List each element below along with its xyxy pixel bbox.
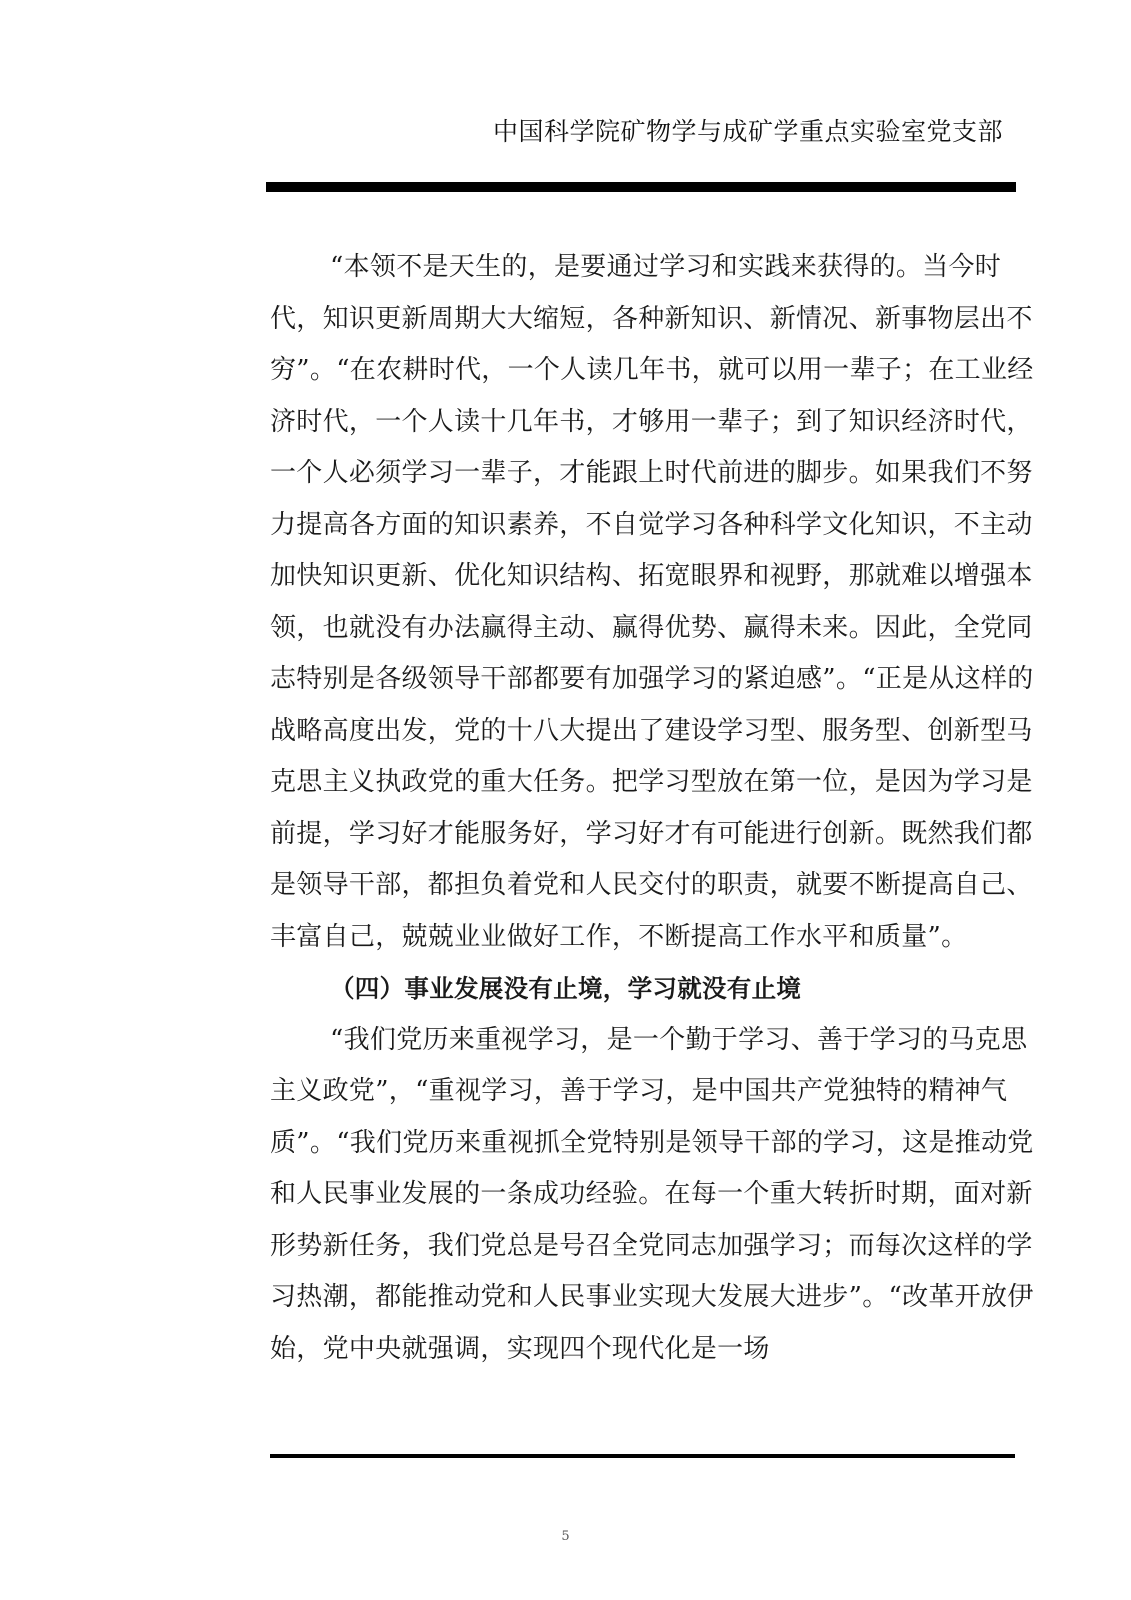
document-body: [270, 242, 1036, 1375]
footer-divider: [270, 1454, 1015, 1458]
paragraph-1: “本领不是天生的，是要通过学习和实践来获得的。当今时代，知识更新周期大大缩短，各种新知识、新情况、新事物层出不穷”。“在农耕时代，一个人读几年书，就可以用一辈子；在工业经济时代，一个人读十几年书，才够用一辈子；到了知识经济时代，一个人必须学习一辈子，才能跟上时代前进的脚步。如果我们不努力提高各方面的知识素养，不自觉学习各种科学文化知识，不主动加快知识更新、优化知识结构、拓宽眼界和视野，那就难以增强本领，也就没有办法赢得主动、赢得优势、赢得未来。因此，全党同志特别是各级领导干部都要有加强学习的紧迫感”。“正是从这样的战略高度出发，党的十八大提出了建设学习型、服务型、创新型马克思主义执政党的重大任务。把学习型放在第一位，是因为学习是前提，学习好才能服务好，学习好才有可能进行创新。既然我们都是领导干部，都担负着党和人民交付的职责，就要不断提高自己、丰富自己，兢兢业业做好工作，不断提高工作水平和质量”。: [270, 252, 1034, 952]
section-heading: （四）事业发展没有止境，学习就没有止境: [330, 974, 802, 1003]
paragraph-2: “我们党历来重视学习，是一个勤于学习、善于学习的马克思主义政党”，“重视学习，善于学习，是中国共产党独特的精神气质”。“我们党历来重视抓全党特别是领导干部的学习，这是推动党和人民事业发展的一条成功经验。在每一个重大转折时期，面对新形势新任务，我们党总是号召全党同志加强学习；而每次这样的学习热潮，都能推动党和人民事业实现大发展大进步”。“改革开放伊始，党中央就强调，实现四个现代化是一场: [270, 1024, 1034, 1364]
page-header-title: 中国科学院矿物学与成矿学重点实验室党支部: [492, 117, 1003, 146]
header-divider: [266, 182, 1016, 192]
page-number: 5: [561, 1529, 570, 1544]
